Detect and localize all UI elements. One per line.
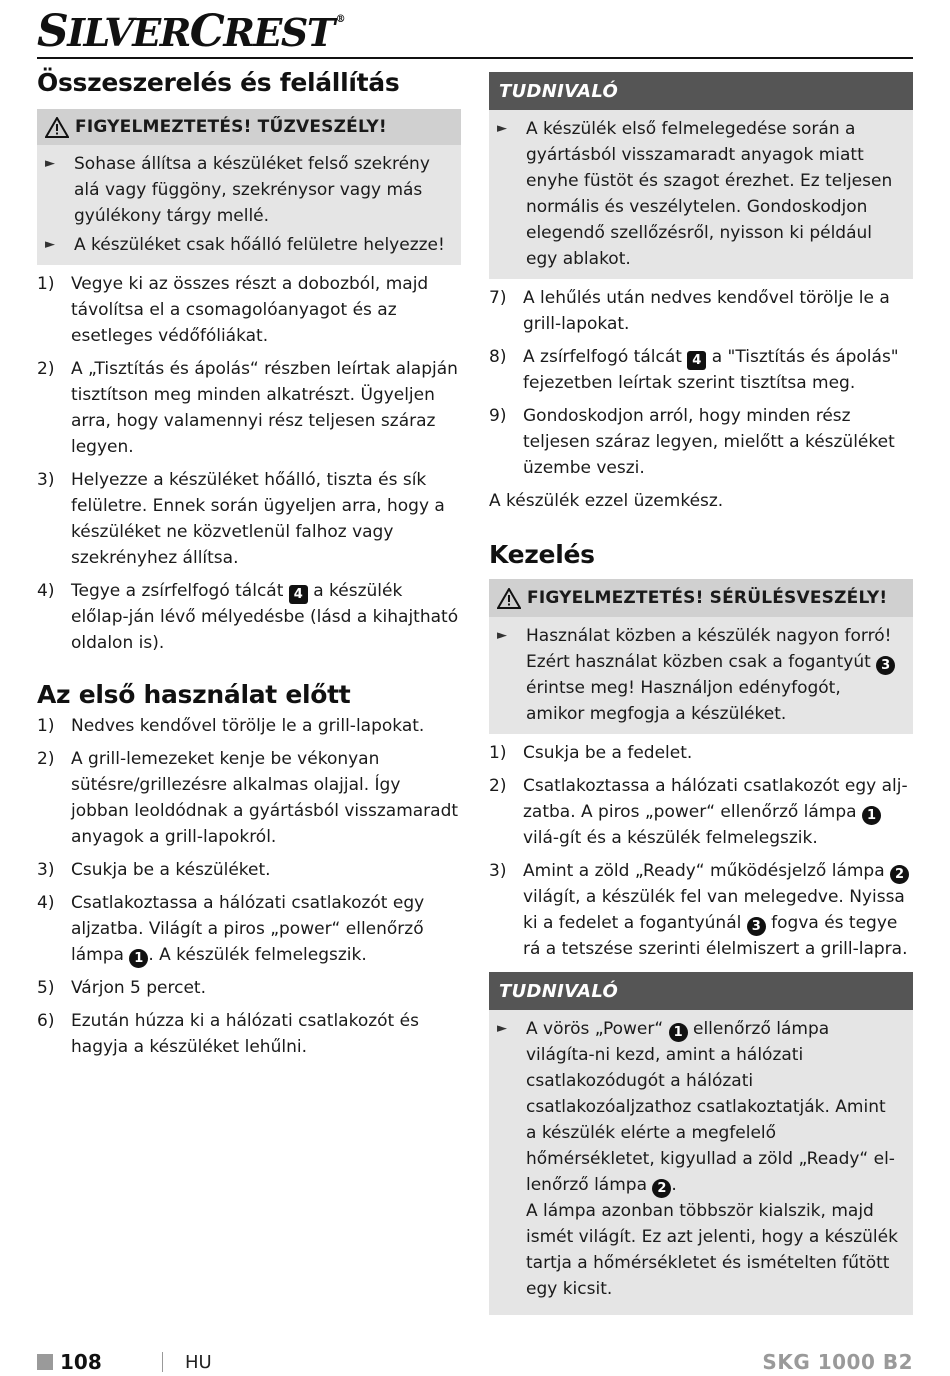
footer-square-icon <box>37 1354 53 1370</box>
step-item: 2) Csatlakoztassa a hálózati csatlakozót egy alj-zatba. A piros „power“ ellenőrző lámpa 1 vilá-gít és a készülék felmelegszik. <box>489 776 908 848</box>
footer-separator <box>162 1352 163 1372</box>
warning-triangle-icon <box>45 117 69 138</box>
step-item: 4) Csatlakoztassa a hálózati csatlakozót egy aljzatba. Világít a piros „power“ ellenőrző lámpa 1 . A készülék felmelegszik. <box>37 893 425 966</box>
part-number-badge: 3 <box>876 656 895 675</box>
step-item: 9) Gondoskodjon arról, hogy minden rész teljesen száraz legyen, mielőtt a készüléket üzembe veszi. <box>489 406 895 478</box>
left-column <box>37 60 461 1067</box>
step-item: 3) Csukja be a készüléket. <box>37 860 271 880</box>
page-number: 108 <box>60 1350 102 1374</box>
arrow-bullet-icon: ► <box>497 628 507 643</box>
injury-warning-header <box>489 579 913 617</box>
assembly-steps <box>37 271 461 656</box>
header-rule <box>37 57 913 59</box>
arrow-bullet-icon: ► <box>45 237 55 252</box>
note-bullets <box>489 110 913 279</box>
injury-warning-box <box>489 579 913 734</box>
list-item: ► A vörös „Power“ 1 ellenőrző lámpa világíta-ni kezd, amint a hálózati csatlakozódugót a hálózati csatlakozóaljzathoz csatlakoztatják. Amint a készülék elérte a megfelelő hőmérsékletet, kigyullad a zöld „Ready“ el-lenőrző lámpa 2 . A lámpa azonban többször kialszik, majd ismét világít. Ez azt jelenti, hogy a készülék tartja a hőmérsékletet és ismételten fűtött egy kicsit. <box>497 1016 901 1302</box>
step-item: 6) Ezután húzza ki a hálózati csatlakozót és hagyja a készüléket lehűlni. <box>37 1011 419 1057</box>
ready-statement: A készülék ezzel üzemkész. <box>489 491 724 511</box>
note-header: TUDNIVALÓ <box>489 72 913 110</box>
step-item: 2) A „Tisztítás és ápolás“ részben leírtak alapján tisztítson meg minden alkatrészt. Ügyeljen arra, hogy valamennyi rész teljesen száraz legyen. <box>37 359 458 457</box>
note-box-lamps <box>489 972 913 1315</box>
part-number-badge: 2 <box>652 1179 671 1198</box>
step-item: 2) A grill-lemezeket kenje be vékonyan sütésre/grillezésre alkalmas olajjal. Így jobban leoldódnak a gyártásból visszamaradt anyagok a grill-lapokról. <box>37 749 459 847</box>
part-number-badge: 4 <box>289 585 308 604</box>
operation-steps <box>489 740 913 962</box>
arrow-bullet-icon: ► <box>497 121 507 136</box>
warning-heading: FIGYELMEZTETÉS! TŰZVESZÉLY! <box>75 117 387 137</box>
note-box-first-heating <box>489 72 913 279</box>
step-item: 1) Csukja be a fedelet. <box>489 743 693 763</box>
step-item: 8) A zsírfelfogó tálcát 4 a "Tisztítás és ápolás" fejezetben leírtak szerint tisztítsa meg. <box>489 347 899 393</box>
part-number-badge: 3 <box>747 917 766 936</box>
arrow-bullet-icon: ► <box>45 156 55 171</box>
part-number-badge: 1 <box>669 1023 688 1042</box>
warning-triangle-icon <box>497 588 521 609</box>
first-use-steps <box>37 713 461 1060</box>
warning-bullets <box>37 145 461 265</box>
part-number-badge: 1 <box>129 949 148 968</box>
part-number-badge: 4 <box>687 351 706 370</box>
step-item: 3) Amint a zöld „Ready“ működésjelző lámpa 2 világít, a készülék fel van melegedve. Nyissa ki a fedelet a fogantyúnál 3 fogva és tegye rá a tetszése szerinti élelmiszert a grill-lapra. <box>489 861 908 959</box>
section-title-operation: Kezelés <box>489 540 595 569</box>
part-number-badge: 2 <box>890 865 909 884</box>
step-item: 5) Várjon 5 percet. <box>37 978 206 998</box>
list-item: ► Használat közben a készülék nagyon forró! Ezért használat közben csak a fogantyút 3 érintse meg! Használjon edényfogót, amikor megfogja a készüléket. <box>497 623 901 727</box>
language-code: HU <box>185 1352 212 1373</box>
step-item: 7) A lehűlés után nedves kendővel törölje le a grill-lapokat. <box>489 288 890 334</box>
right-column <box>489 72 913 1315</box>
step-item: 1) Vegye ki az összes részt a dobozból, majd távolítsa el a csomagolóanyagot és az esetleges védőfóliákat. <box>37 274 429 346</box>
note-header: TUDNIVALÓ <box>489 972 913 1010</box>
brand-logo: SILVERCREST ® <box>37 6 345 57</box>
step-item: 1) Nedves kendővel törölje le a grill-lapokat. <box>37 716 425 736</box>
arrow-bullet-icon: ► <box>497 1021 507 1036</box>
list-item: ► A készülék első felmelegedése során a gyártásból visszamaradt anyagok miatt enyhe füstöt és szagot érezhet. Ez teljesen normális és veszélytelen. Gondoskodjon elegendő szellőzésről, nyisson ki például egy ablakot. <box>497 116 901 272</box>
fire-warning-box <box>37 109 461 265</box>
section-title-first-use: Az első használat előtt <box>37 680 351 709</box>
section-title-assembly: Összeszerelés és felállítás <box>37 68 400 97</box>
list-item: ► Sohase állítsa a készüléket felső szekrény alá vagy függöny, szekrénysor vagy más gyúlékony tárgy mellé. <box>45 151 449 229</box>
warning-bullets <box>489 617 913 734</box>
list-item: ► A készüléket csak hőálló felületre helyezze! <box>45 232 449 258</box>
part-number-badge: 1 <box>862 806 881 825</box>
fire-warning-header <box>37 109 461 145</box>
step-item: 4) Tegye a zsírfelfogó tálcát 4 a készülék előlap-ján lévő mélyedésbe (lásd a kihajtható oldalon is). <box>37 581 459 653</box>
step-item: 3) Helyezze a készüléket hőálló, tiszta és sík felületre. Ennek során ügyeljen arra, hogy a készüléket ne közvetlenül falhoz vagy szekrényhez állítsa. <box>37 470 445 568</box>
warning-heading: FIGYELMEZTETÉS! SÉRÜLÉSVESZÉLY! <box>527 588 888 608</box>
cleanup-steps <box>489 285 913 481</box>
page-footer <box>37 1350 913 1376</box>
model-number: SKG 1000 B2 <box>762 1350 913 1374</box>
note-bullets <box>489 1010 913 1315</box>
